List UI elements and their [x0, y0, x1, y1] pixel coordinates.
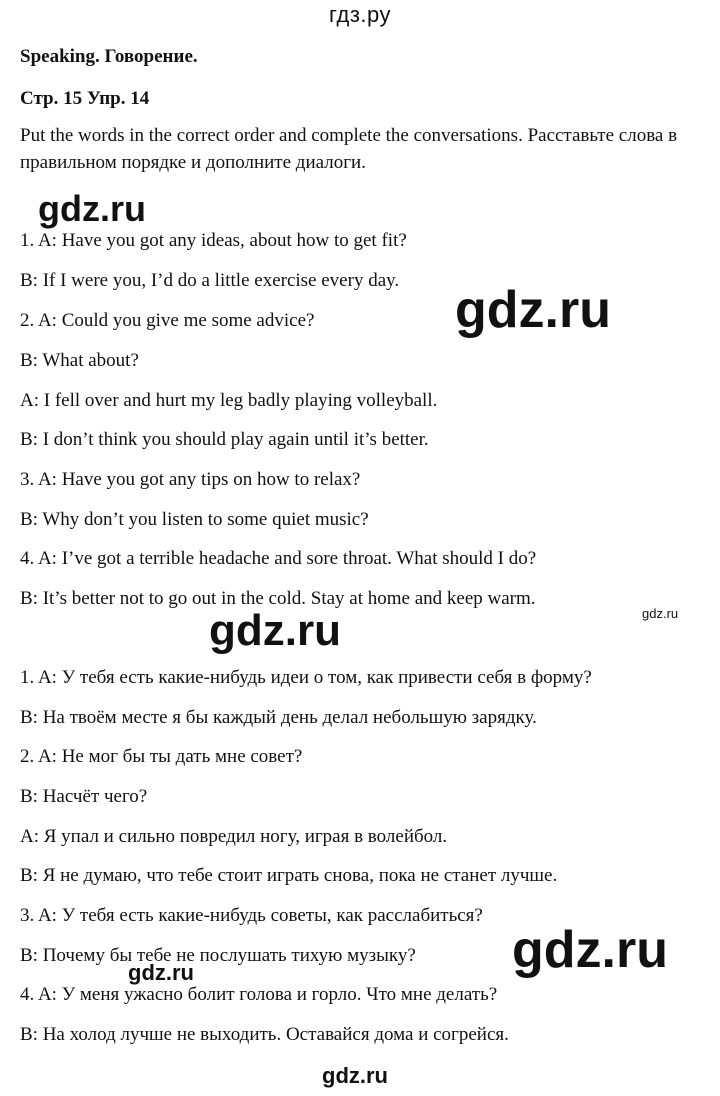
russian-line-5: A: Я упал и сильно повредил ногу, играя в волейбол.	[20, 826, 448, 847]
section-title: Speaking. Говорение.	[20, 46, 198, 67]
watermark-2: gdz.ru	[455, 281, 611, 339]
watermark-7: gdz.ru	[322, 1063, 388, 1088]
site-header: гдз.ру	[328, 2, 392, 27]
watermark-4: gdz.ru	[209, 606, 341, 655]
english-line-10: B: It’s better not to go out in the cold. Stay at home and keep warm.	[20, 588, 536, 609]
watermark-5: gdz.ru	[512, 921, 668, 979]
russian-line-2: B: На твоём месте я бы каждый день делал небольшую зарядку.	[20, 707, 537, 728]
russian-line-8: B: Почему бы тебе не послушать тихую музыку?	[20, 945, 416, 966]
watermark-6: gdz.ru	[128, 960, 194, 985]
russian-line-4: B: Насчёт чего?	[20, 786, 148, 807]
russian-line-1: 1. A: У тебя есть какие-нибудь идеи о том, как привести себя в форму?	[20, 667, 592, 688]
english-line-7: 3. A: Have you got any tips on how to relax?	[20, 469, 361, 490]
english-line-2: B: If I were you, I’d do a little exercise every day.	[20, 270, 400, 291]
english-line-6: B: I don’t think you should play again until it’s better.	[20, 429, 429, 450]
russian-line-6: B: Я не думаю, что тебе стоит играть снова, пока не станет лучше.	[20, 865, 558, 886]
english-line-3: 2. A: Could you give me some advice?	[20, 310, 315, 331]
english-line-4: B: What about?	[20, 350, 139, 371]
page-reference: Стр. 15 Упр. 14	[20, 88, 150, 109]
english-line-1: 1. A: Have you got any ideas, about how to get fit?	[20, 230, 407, 251]
watermark-1: gdz.ru	[38, 188, 146, 229]
exercise-instructions: Put the words in the correct order and complete the conversations. Расставьте слова в правильном порядке и дополните диалоги.	[20, 125, 678, 173]
russian-line-10: B: На холод лучше не выходить. Оставайся дома и согрейся.	[20, 1024, 509, 1045]
english-line-9: 4. A: I’ve got a terrible headache and sore throat. What should I do?	[20, 548, 537, 569]
russian-line-9: 4. A: У меня ужасно болит голова и горло. Что мне делать?	[20, 984, 498, 1005]
russian-line-7: 3. A: У тебя есть какие-нибудь советы, как расслабиться?	[20, 905, 483, 926]
english-line-8: B: Why don’t you listen to some quiet music?	[20, 509, 369, 530]
watermark-3: gdz.ru	[642, 606, 679, 621]
russian-line-3: 2. A: Не мог бы ты дать мне совет?	[20, 746, 303, 767]
english-line-5: A: I fell over and hurt my leg badly playing volleyball.	[20, 390, 438, 411]
